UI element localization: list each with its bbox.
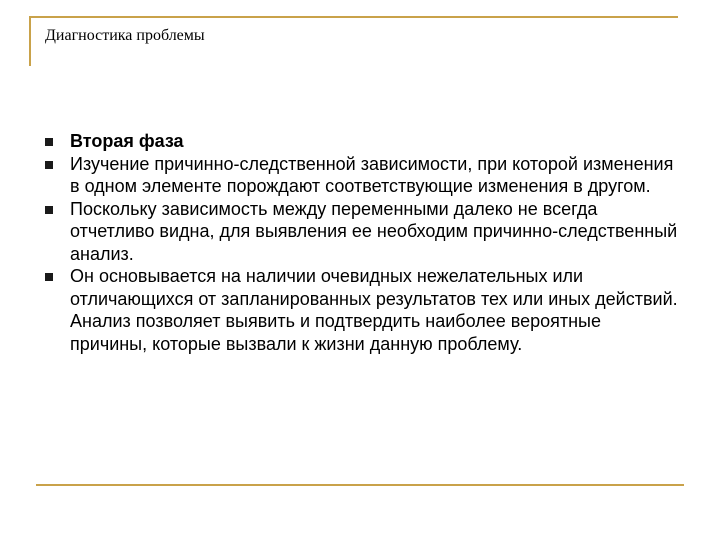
bullet-list [40, 130, 680, 355]
bullet-text: Он основывается на наличии очевидных нежелательных или отличающихся от запланированных результатов тех или иных действий. Анализ позволяет выявить и подтвердить наиболее вероятные причины, которые вызвали к жизни данную проблему. [70, 266, 678, 354]
frame-bottom-rule [36, 484, 684, 486]
square-bullet-icon [45, 273, 53, 281]
bullet-item [40, 153, 680, 198]
bullet-item [40, 130, 680, 153]
slide-title: Диагностика проблемы [45, 27, 205, 44]
bullet-item [40, 265, 680, 355]
bullet-text: Поскольку зависимость между переменными далеко не всегда отчетливо видна, для выявления ее необходим причинно-следственный анализ. [70, 198, 678, 264]
square-bullet-icon [45, 161, 53, 169]
square-bullet-icon [45, 206, 53, 214]
bullet-item [40, 198, 680, 266]
square-bullet-icon [45, 138, 53, 146]
bullet-text: Изучение причинно-следственной зависимости, при которой изменения в одном элементе порождают соответствующие изменения в другом. [70, 153, 674, 196]
bullet-heading: Вторая фаза [70, 131, 184, 151]
frame-top-rule [30, 16, 678, 18]
frame-left-rule [29, 16, 31, 66]
